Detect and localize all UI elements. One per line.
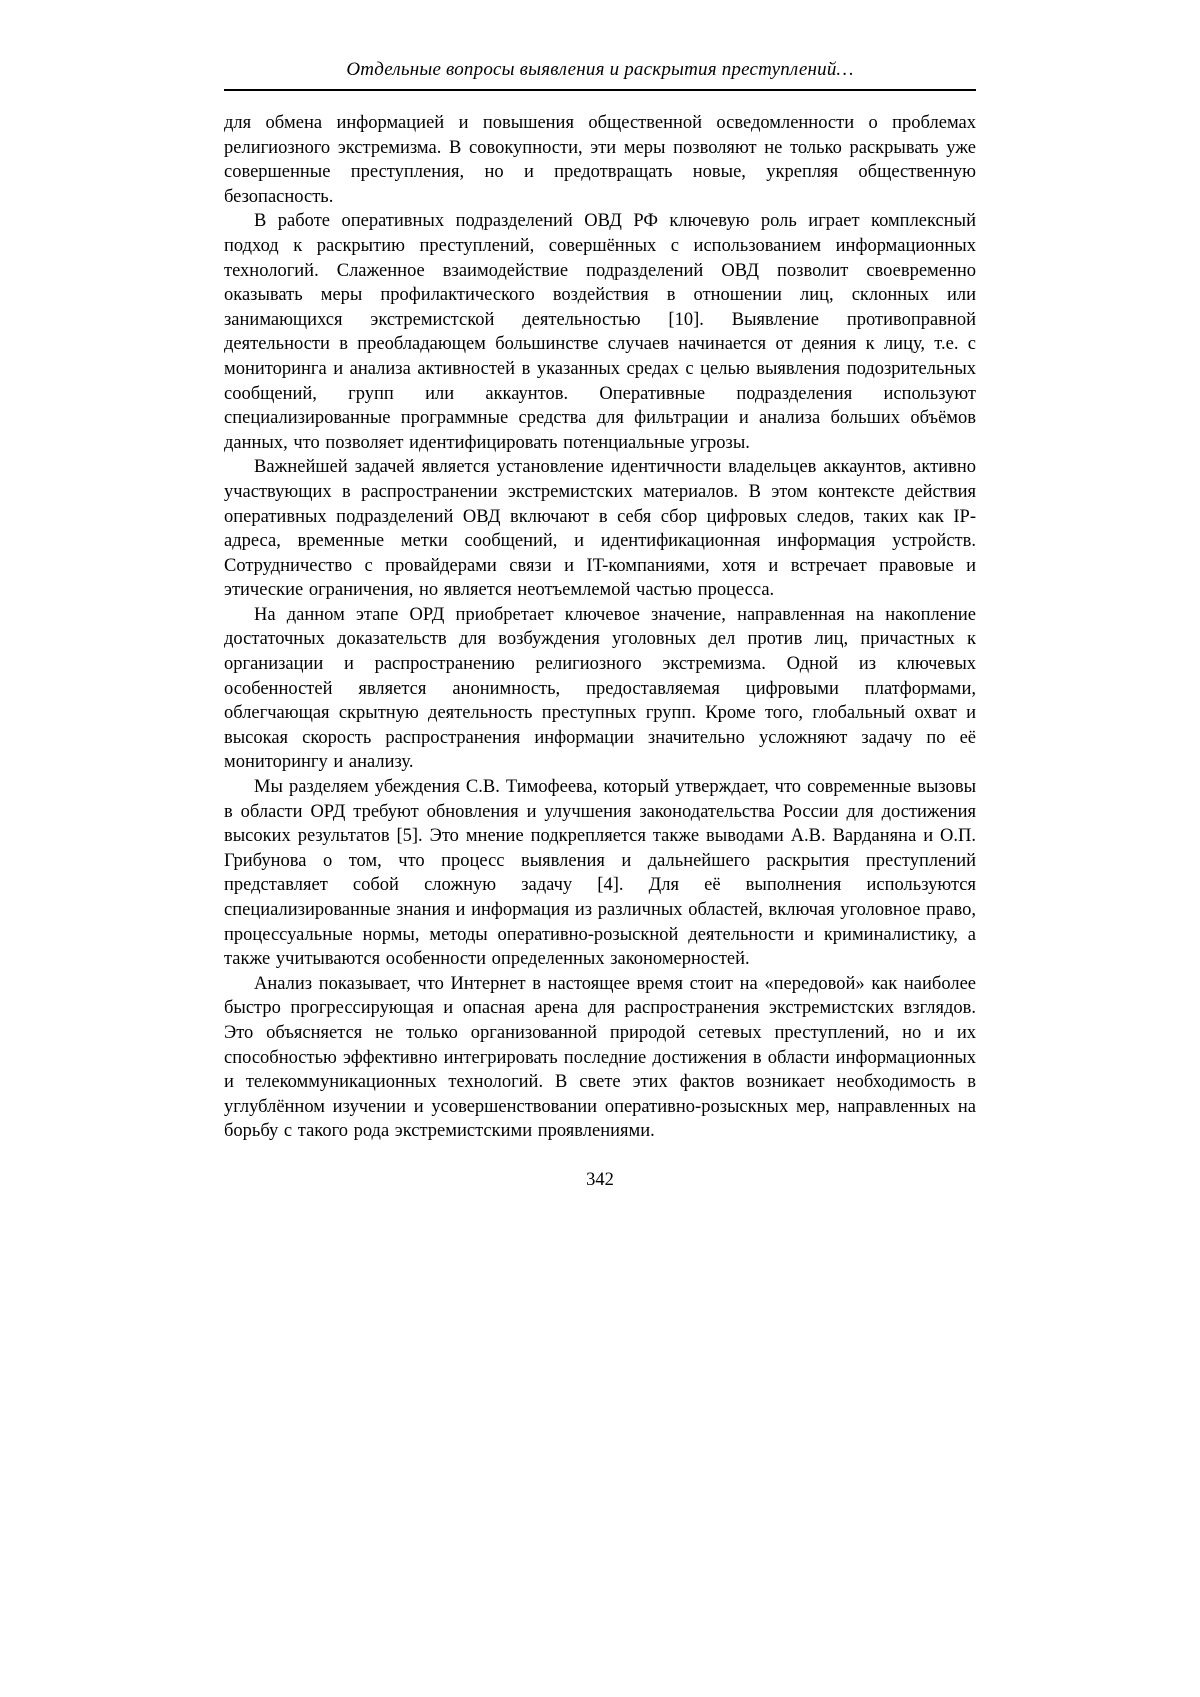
text-block bbox=[224, 58, 976, 1191]
paragraph: Важнейшей задачей является установление идентичности владельцев аккаунтов, активно участвующих в распространении экстремистских материалов. В этом контексте действия оперативных подразделений ОВД включают в себя сбор цифровых следов, таких как IP-адреса, временные метки сообщений, и идентификационная информация устройств. Сотрудничество с провайдерами связи и IT-компаниями, хотя и встречает правовые и этические ограничения, но является неотъемлемой частью процесса. bbox=[224, 457, 976, 601]
page-number: 342 bbox=[586, 1169, 614, 1190]
paragraph: Анализ показывает, что Интернет в настоящее время стоит на «передовой» как наиболее быстро прогрессирующая и опасная арена для распространения экстремистских взглядов. Это объясняется не только организованной природой сетевых преступлений, но и их способностью эффективно интегрировать последние достижения в области информационных и телекоммуникационных технологий. В свете этих фактов возникает необходимость в углублённом изучении и усовершенствовании оперативно-розыскных мер, направленных на борьбу с такого рода экстремистскими проявлениями. bbox=[224, 973, 976, 1142]
running-header: Отдельные вопросы выявления и раскрытия преступлений… bbox=[346, 59, 854, 80]
header-rule bbox=[224, 89, 976, 91]
paragraph-continuation: для обмена информацией и повышения общественной осведомленности о проблемах религиозного экстремизма. В совокупности, эти меры позволяют не только раскрывать уже совершенные преступления, но и предотвращать новые, укрепляя общественную безопасность. bbox=[224, 113, 976, 207]
paragraph: На данном этапе ОРД приобретает ключевое значение, направленная на накопление достаточных доказательств для возбуждения уголовных дел против лиц, причастных к организации и распространению религиозного экстремизма. Одной из ключевых особенностей является анонимность, предоставляемая цифровыми платформами, облегчающая скрытную деятельность преступных групп. Кроме того, глобальный охват и высокая скорость распространения информации значительно усложняют задачу по её мониторингу и анализу. bbox=[224, 604, 976, 773]
body-text bbox=[224, 111, 976, 1144]
paragraph: В работе оперативных подразделений ОВД РФ ключевую роль играет комплексный подход к раскрытию преступлений, совершённых с использованием информационных технологий. Слаженное взаимодействие подразделений ОВД позволит своевременно оказывать меры профилактического воздействия в отношении лиц, склонных или занимающихся экстремистской деятельностью [10]. Выявление противоправной деятельности в преобладающем большинстве случаев начинается от деяния к лицу, т.е. с мониторинга и анализа активностей в указанных средах с целью выявления подозрительных сообщений, групп или аккаунтов. Оперативные подразделения используют специализированные программные средства для фильтрации и анализа больших объёмов данных, что позволяет идентифицировать потенциальные угрозы. bbox=[224, 211, 976, 453]
paragraph: Мы разделяем убеждения С.В. Тимофеева, который утверждает, что современные вызовы в области ОРД требуют обновления и улучшения законодательства России для достижения высоких результатов [5]. Это мнение подкрепляется также выводами А.В. Варданяна и О.П. Грибунова о том, что процесс выявления и дальнейшего раскрытия преступлений представляет собой сложную задачу [4]. Для её выполнения используются специализированные знания и информация из различных областей, включая уголовное право, процессуальные нормы, методы оперативно-розыскной деятельности и криминалистику, а также учитываются особенности определенных закономерностей. bbox=[224, 777, 976, 970]
